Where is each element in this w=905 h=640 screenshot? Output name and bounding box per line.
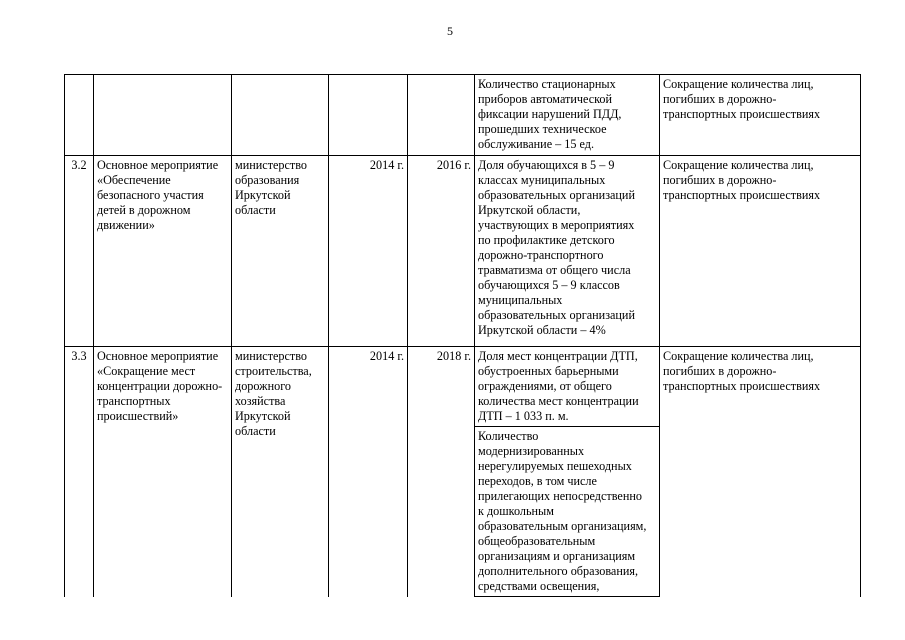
- indicator-cell: Доля мест концентрации ДТП, обустроенных барьерными ограждениями, от общего количества мест концентрации ДТП – 1 033 п. м.: [475, 347, 660, 427]
- row-number: 3.2: [65, 156, 94, 347]
- executor-cell: министерство строительства, дорожного хозяйства Иркутской области: [232, 347, 329, 597]
- executor-cell: [232, 75, 329, 156]
- start-year-cell: 2014 г.: [329, 347, 408, 597]
- result-cell: Сокращение количества лиц, погибших в дорожно- транспортных происшествиях: [660, 347, 861, 597]
- start-year-cell: 2014 г.: [329, 156, 408, 347]
- activity-cell: Основное мероприятие «Сокращение мест концентрации дорожно- транспортных происшествий»: [94, 347, 232, 597]
- end-year-cell: 2018 г.: [408, 347, 475, 597]
- indicator-cell: Доля обучающихся в 5 – 9 классах муниципальных образовательных организаций Иркутской области, участвующих в мероприятиях по профилактике детского дорожно-транспортного травматизма от общего числа обучающихся 5 – 9 классов муниципальных образовательных организаций Иркутской области – 4%: [475, 156, 660, 347]
- table-row: [65, 75, 861, 156]
- result-cell: Сокращение количества лиц, погибших в дорожно- транспортных происшествиях: [660, 75, 861, 156]
- program-activities-table: [64, 74, 861, 597]
- page-number: 5: [447, 24, 453, 38]
- executor-cell: министерство образования Иркутской области: [232, 156, 329, 347]
- row-number: 3.3: [65, 347, 94, 597]
- indicator-cell: Количество стационарных приборов автоматической фиксации нарушений ПДД, прошедших техническое обслуживание – 15 ед.: [475, 75, 660, 156]
- table-row: [65, 156, 861, 347]
- indicator-cell: Количество модернизированных нерегулируемых пешеходных переходов, в том числе прилегающих непосредственно к дошкольным образовательным организациям, общеобразовательным организациям и организациям дополнительного образования, средствами освещения,: [475, 427, 660, 597]
- result-cell: Сокращение количества лиц, погибших в дорожно- транспортных происшествиях: [660, 156, 861, 347]
- activity-cell: Основное мероприятие «Обеспечение безопасного участия детей в дорожном движении»: [94, 156, 232, 347]
- row-number: [65, 75, 94, 156]
- table-row: [65, 347, 861, 427]
- end-year-cell: [408, 75, 475, 156]
- end-year-cell: 2016 г.: [408, 156, 475, 347]
- activity-cell: [94, 75, 232, 156]
- start-year-cell: [329, 75, 408, 156]
